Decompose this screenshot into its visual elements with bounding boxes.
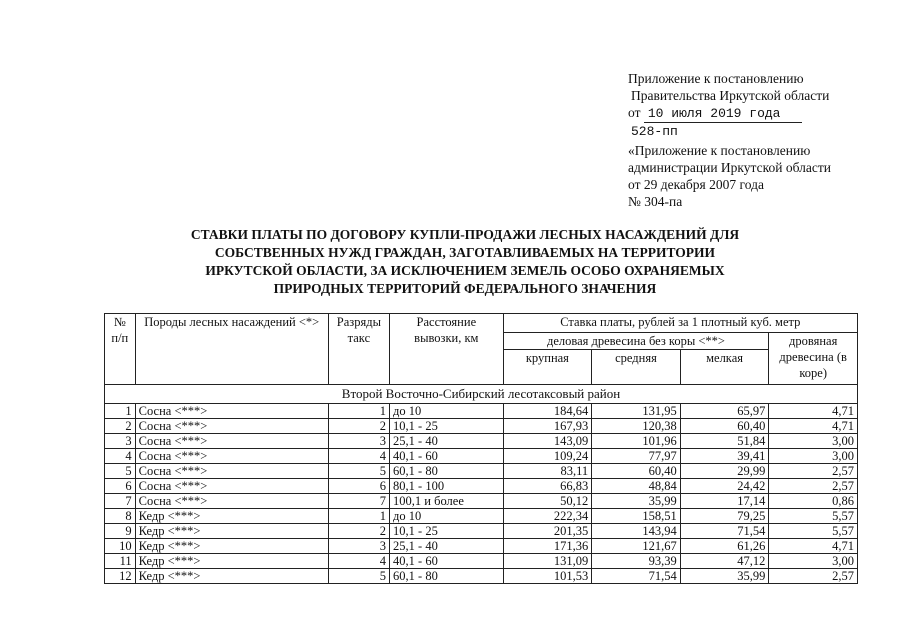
appendix-date: 10 июля 2019 года [644, 105, 802, 123]
large-rate-cell: 171,36 [503, 539, 592, 554]
fuel-rate-cell: 5,57 [769, 509, 858, 524]
table-row [105, 464, 858, 479]
table-row [105, 494, 858, 509]
row-number: 10 [105, 539, 136, 554]
distance-cell: 25,1 - 40 [390, 434, 504, 449]
header-fuel-wood: дровяная древесина (в коре) [769, 333, 858, 385]
title-line-4: ПРИРОДНЫХ ТЕРРИТОРИЙ ФЕДЕРАЛЬНОГО ЗНАЧЕНИЯ [273, 281, 657, 296]
row-number: 9 [105, 524, 136, 539]
row-number: 4 [105, 449, 136, 464]
appendix-line-1: Приложение к постановлению [628, 71, 804, 86]
row-number: 2 [105, 419, 136, 434]
species-cell: Сосна <***> [135, 479, 328, 494]
distance-cell: 10,1 - 25 [390, 524, 504, 539]
fuel-rate-cell: 3,00 [769, 554, 858, 569]
medium-rate-cell: 121,67 [592, 539, 681, 554]
fuel-rate-cell: 4,71 [769, 539, 858, 554]
header-rank: Разряды такс [328, 314, 389, 385]
small-rate-cell: 39,41 [680, 449, 769, 464]
small-rate-cell: 61,26 [680, 539, 769, 554]
medium-rate-cell: 158,51 [592, 509, 681, 524]
region-row: Второй Восточно-Сибирский лесотаксовый район [105, 385, 858, 404]
medium-rate-cell: 77,97 [592, 449, 681, 464]
row-number: 5 [105, 464, 136, 479]
distance-cell: 40,1 - 60 [390, 449, 504, 464]
prev-appendix-line-2: администрации Иркутской области [628, 160, 831, 175]
row-number: 3 [105, 434, 136, 449]
row-number: 7 [105, 494, 136, 509]
rank-cell: 5 [328, 569, 389, 584]
small-rate-cell: 60,40 [680, 419, 769, 434]
small-rate-cell: 17,14 [680, 494, 769, 509]
distance-cell: 60,1 - 80 [390, 569, 504, 584]
row-number: 12 [105, 569, 136, 584]
distance-cell: 60,1 - 80 [390, 464, 504, 479]
prev-appendix-line-4: № 304-па [628, 194, 683, 209]
table-row [105, 419, 858, 434]
fuel-rate-cell: 4,71 [769, 419, 858, 434]
species-cell: Кедр <***> [135, 524, 328, 539]
appendix-number: 528-пп [631, 124, 678, 139]
header-business-wood: деловая древесина без коры <**> [503, 333, 769, 350]
row-number: 8 [105, 509, 136, 524]
rank-cell: 3 [328, 434, 389, 449]
distance-cell: 80,1 - 100 [390, 479, 504, 494]
large-rate-cell: 167,93 [503, 419, 592, 434]
distance-cell: 100,1 и более [390, 494, 504, 509]
small-rate-cell: 29,99 [680, 464, 769, 479]
large-rate-cell: 50,12 [503, 494, 592, 509]
document-title [150, 226, 780, 298]
fuel-rate-cell: 2,57 [769, 479, 858, 494]
small-rate-cell: 71,54 [680, 524, 769, 539]
table-row [105, 509, 858, 524]
row-number: 6 [105, 479, 136, 494]
fuel-rate-cell: 0,86 [769, 494, 858, 509]
large-rate-cell: 201,35 [503, 524, 592, 539]
fuel-rate-cell: 2,57 [769, 464, 858, 479]
species-cell: Сосна <***> [135, 449, 328, 464]
small-rate-cell: 79,25 [680, 509, 769, 524]
small-rate-cell: 35,99 [680, 569, 769, 584]
header-rate: Ставка платы, рублей за 1 плотный куб. метр [503, 314, 857, 333]
distance-cell: до 10 [390, 509, 504, 524]
large-rate-cell: 222,34 [503, 509, 592, 524]
medium-rate-cell: 60,40 [592, 464, 681, 479]
distance-cell: 10,1 - 25 [390, 419, 504, 434]
small-rate-cell: 51,84 [680, 434, 769, 449]
previous-appendix-header [628, 142, 831, 210]
rates-table [104, 313, 858, 584]
species-cell: Кедр <***> [135, 569, 328, 584]
rank-cell: 3 [328, 539, 389, 554]
fuel-rate-cell: 5,57 [769, 524, 858, 539]
medium-rate-cell: 35,99 [592, 494, 681, 509]
rank-cell: 2 [328, 524, 389, 539]
rank-cell: 6 [328, 479, 389, 494]
header-distance: Расстояние вывозки, км [390, 314, 504, 385]
appendix-line-2: Правительства Иркутской области [631, 88, 830, 103]
fuel-rate-cell: 2,57 [769, 569, 858, 584]
species-cell: Сосна <***> [135, 494, 328, 509]
distance-cell: 40,1 - 60 [390, 554, 504, 569]
table-row [105, 479, 858, 494]
header-medium: средняя [592, 350, 681, 385]
small-rate-cell: 24,42 [680, 479, 769, 494]
fuel-rate-cell: 4,71 [769, 404, 858, 419]
medium-rate-cell: 48,84 [592, 479, 681, 494]
prev-appendix-line-3: от 29 декабря 2007 года [628, 177, 764, 192]
large-rate-cell: 109,24 [503, 449, 592, 464]
appendix-date-line [628, 104, 829, 123]
rank-cell: 4 [328, 449, 389, 464]
large-rate-cell: 66,83 [503, 479, 592, 494]
large-rate-cell: 101,53 [503, 569, 592, 584]
large-rate-cell: 184,64 [503, 404, 592, 419]
header-species: Породы лесных насаждений <*> [135, 314, 328, 385]
rank-cell: 1 [328, 509, 389, 524]
medium-rate-cell: 120,38 [592, 419, 681, 434]
rank-cell: 1 [328, 404, 389, 419]
species-cell: Сосна <***> [135, 404, 328, 419]
rank-cell: 7 [328, 494, 389, 509]
table-row [105, 554, 858, 569]
fuel-rate-cell: 3,00 [769, 434, 858, 449]
header-large: крупная [503, 350, 592, 385]
rank-cell: 2 [328, 419, 389, 434]
large-rate-cell: 143,09 [503, 434, 592, 449]
table-row [105, 434, 858, 449]
large-rate-cell: 131,09 [503, 554, 592, 569]
table-row [105, 569, 858, 584]
table-row [105, 449, 858, 464]
rank-cell: 4 [328, 554, 389, 569]
title-line-1: СТАВКИ ПЛАТЫ ПО ДОГОВОРУ КУПЛИ-ПРОДАЖИ ЛЕСНЫХ НАСАЖДЕНИЙ ДЛЯ [190, 227, 740, 242]
rank-cell: 5 [328, 464, 389, 479]
medium-rate-cell: 71,54 [592, 569, 681, 584]
fuel-rate-cell: 3,00 [769, 449, 858, 464]
medium-rate-cell: 101,96 [592, 434, 681, 449]
row-number: 1 [105, 404, 136, 419]
table-row [105, 524, 858, 539]
species-cell: Кедр <***> [135, 554, 328, 569]
distance-cell: 25,1 - 40 [390, 539, 504, 554]
appendix-date-prefix: от [628, 105, 641, 120]
table-row [105, 404, 858, 419]
large-rate-cell: 83,11 [503, 464, 592, 479]
header-small: мелкая [680, 350, 769, 385]
medium-rate-cell: 131,95 [592, 404, 681, 419]
small-rate-cell: 47,12 [680, 554, 769, 569]
species-cell: Сосна <***> [135, 419, 328, 434]
species-cell: Сосна <***> [135, 434, 328, 449]
medium-rate-cell: 143,94 [592, 524, 681, 539]
species-cell: Кедр <***> [135, 509, 328, 524]
title-line-3: ИРКУТСКОЙ ОБЛАСТИ, ЗА ИСКЛЮЧЕНИЕМ ЗЕМЕЛЬ ОСОБО ОХРАНЯЕМЫХ [205, 263, 725, 278]
species-cell: Кедр <***> [135, 539, 328, 554]
table-row [105, 539, 858, 554]
title-line-2: СОБСТВЕННЫХ НУЖД ГРАЖДАН, ЗАГОТАВЛИВАЕМЫХ НА ТЕРРИТОРИИ [214, 245, 716, 260]
medium-rate-cell: 93,39 [592, 554, 681, 569]
species-cell: Сосна <***> [135, 464, 328, 479]
prev-appendix-line-1: «Приложение к постановлению [628, 143, 811, 158]
small-rate-cell: 65,97 [680, 404, 769, 419]
row-number: 11 [105, 554, 136, 569]
appendix-header [628, 70, 829, 140]
distance-cell: до 10 [390, 404, 504, 419]
header-no: № п/п [105, 314, 136, 385]
